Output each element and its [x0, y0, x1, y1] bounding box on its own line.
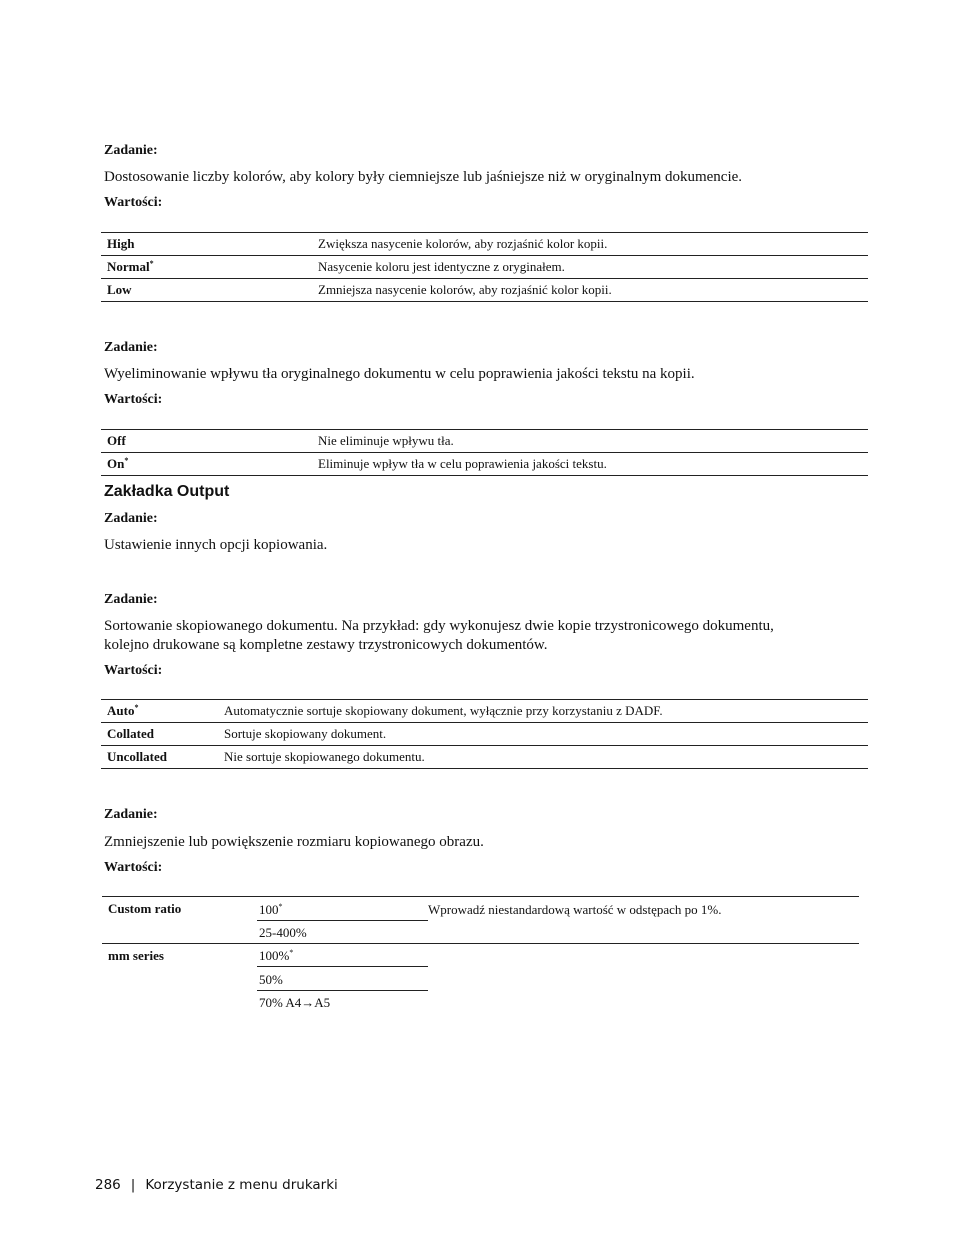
value-option: 100*	[259, 902, 283, 917]
task-description: Dostosowanie liczby kolorów, aby kolory były ciemniejsze lub jaśniejsze niż w oryginalnym dokumencie.	[104, 169, 743, 185]
task-label: Zadanie:	[104, 807, 158, 822]
table-rule	[257, 990, 428, 991]
task-label: Zadanie:	[104, 592, 158, 607]
footer-separator: |	[130, 1177, 136, 1193]
value-key: Auto*	[101, 700, 218, 723]
value-description: Wprowadź niestandardową wartość w odstępach po 1%.	[428, 902, 722, 917]
value-option: 70% A4→A5	[259, 995, 331, 1010]
value-key: High	[101, 233, 312, 256]
task-label: Zadanie:	[104, 511, 158, 526]
table-row	[101, 430, 868, 453]
value-description: Nasycenie koloru jest identyczne z oryginałem.	[312, 256, 868, 279]
task-description	[104, 617, 864, 655]
table-row	[101, 723, 868, 746]
value-description: Zwiększa nasycenie kolorów, aby rozjaśnić kolor kopii.	[312, 233, 868, 256]
values-label: Wartości:	[104, 392, 163, 407]
value-description: Zmniejsza nasycenie kolorów, aby rozjaśnić kolor kopii.	[312, 279, 868, 302]
chapter-title: Korzystanie z menu drukarki	[145, 1177, 338, 1193]
value-description: Nie eliminuje wpływu tła.	[312, 430, 868, 453]
background-suppression-table	[101, 429, 868, 476]
value-key: On*	[101, 453, 312, 476]
value-description: Eliminuje wpływ tła w celu poprawienia jakości tekstu.	[312, 453, 868, 476]
task-description: Ustawienie innych opcji kopiowania.	[104, 537, 328, 553]
table-rule	[102, 896, 859, 897]
value-option: 100%*	[259, 948, 294, 963]
values-label: Wartości:	[104, 195, 163, 210]
value-key: Normal*	[101, 256, 312, 279]
table-row	[101, 700, 868, 723]
task-description: Wyeliminowanie wpływu tła oryginalnego dokumentu w celu poprawienia jakości tekstu na kopii.	[104, 366, 695, 382]
task-label: Zadanie:	[104, 143, 158, 158]
value-description: Sortuje skopiowany dokument.	[218, 723, 868, 746]
value-description: Automatycznie sortuje skopiowany dokument, wyłącznie przy korzystaniu z DADF.	[218, 700, 868, 723]
value-description: Nie sortuje skopiowanego dokumentu.	[218, 746, 868, 769]
task-description-line: Sortowanie skopiowanego dokumentu. Na przykład: gdy wykonujesz dwie kopie trzystronicowego dokumentu,	[104, 618, 774, 634]
table-rule	[257, 966, 428, 967]
value-key: Uncollated	[101, 746, 218, 769]
value-key: mm series	[108, 948, 164, 963]
section-heading: Zakładka Output	[104, 483, 230, 500]
task-description-line: kolejno drukowane są kompletne zestawy trzystronicowych dokumentów.	[104, 637, 548, 653]
task-label: Zadanie:	[104, 340, 158, 355]
value-key: Custom ratio	[108, 901, 182, 916]
value-key: Collated	[101, 723, 218, 746]
page-number: 286	[95, 1177, 121, 1193]
values-label: Wartości:	[104, 663, 163, 678]
values-label: Wartości:	[104, 860, 163, 875]
table-row	[101, 746, 868, 769]
value-option: 50%	[259, 972, 283, 987]
page-footer	[95, 1177, 338, 1193]
table-rule	[257, 920, 428, 921]
value-option: 25-400%	[259, 925, 307, 940]
table-rule	[102, 943, 859, 944]
task-description: Zmniejszenie lub powiększenie rozmiaru kopiowanego obrazu.	[104, 834, 484, 850]
table-row	[101, 256, 868, 279]
table-row	[101, 453, 868, 476]
collation-table	[101, 699, 868, 769]
value-key: Off	[101, 430, 312, 453]
table-row	[101, 279, 868, 302]
color-saturation-table	[101, 232, 868, 302]
table-row	[101, 233, 868, 256]
value-key: Low	[101, 279, 312, 302]
